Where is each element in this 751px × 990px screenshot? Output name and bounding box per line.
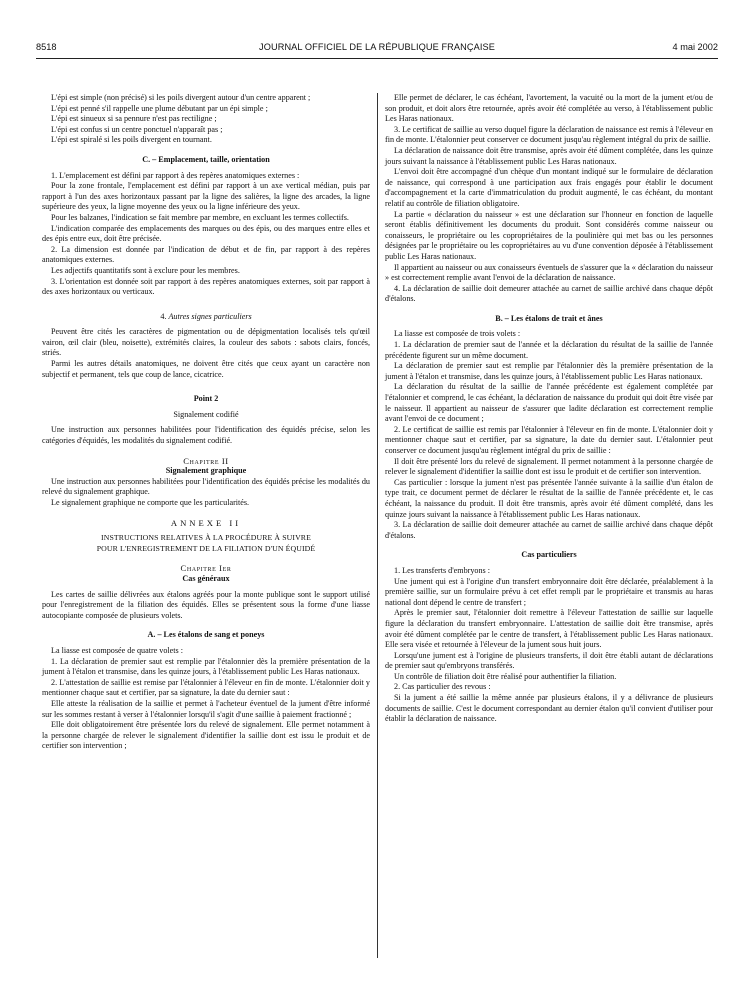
- paragraph: Cas particulier : lorsque la jument n'est pas présentée l'année suivante à la saillie d'un étalon de type trait, ce document permet de déclarer le résultat de la saillie de l'année précédente et, le cas échéant, la naissance du produit. Il doit être transmis, après avoir été dûment complété, dans les quinze jours suivant la naissance à l'établissement public Les Haras nationaux.: [385, 477, 713, 519]
- paragraph: 4. La déclaration de saillie doit demeurer attachée au carnet de saillie archivé dans chaque dépôt d'étalons.: [385, 283, 713, 304]
- paragraph: Les adjectifs quantitatifs sont à exclure pour les membres.: [51, 265, 240, 275]
- paragraph: 2. L'attestation de saillie est remise par l'étalonnier à l'éleveur en fin de monte. L'étalonnier doit y mentionner chaque saut et certifier, par sa signature, la date du dernier saut :: [42, 677, 370, 698]
- paragraph: Le signalement graphique ne comporte que les particularités.: [51, 498, 250, 507]
- paragraph: Elle doit obligatoirement être présentée lors du relevé de signalement. Elle permet notamment à la personne chargée de relever le signalement d'identifier la saillie dont est issu le produit et de certifier son intervention ;: [42, 720, 370, 751]
- subheading: Signalement codifié: [173, 409, 239, 419]
- paragraph: L'épi est spiralé si les poils divergent en tournant.: [51, 135, 212, 145]
- paragraph: L'épi est confus si un centre ponctuel n'apparaît pas ;: [51, 124, 223, 134]
- paragraph: L'envoi doit être accompagné d'un chèque d'un montant indiqué sur le formulaire de déclaration de naissance, qui correspond à une participation aux frais engagés pour établir le document d'accompagnement et la carte d'immatriculation du produit augmenté, le cas échéant, du montant relatif au contrôle de filiation obligatoire.: [385, 167, 713, 208]
- paragraph: 2. Cas particulier des revous :: [394, 682, 491, 692]
- heading-text: Autres signes particuliers: [168, 311, 252, 321]
- paragraph: 3. Le certificat de saillie au verso duquel figure la déclaration de naissance est remis à l'éleveur en fin de monte. L'étalonnier peut conserver ce document jusqu'au règlement intégral du prix de saillie.: [385, 124, 713, 145]
- heading-number: 4.: [160, 311, 169, 321]
- paragraph: 3. L'orientation est donnée soit par rapport à des repères anatomiques externes, soit par rapport à des axes horizontaux ou verticaux.: [42, 276, 370, 297]
- paragraph: Pour les balzanes, l'indication se fait membre par membre, en excluant les termes collectifs.: [51, 212, 349, 222]
- annex-title-line-1: INSTRUCTIONS RELATIVES À LA PROCÉDURE À SUIVRE: [101, 533, 311, 543]
- paragraph: Une jument qui est à l'origine d'un transfert embryonnaire doit être déclarée, préalablement à la première saillie, sur un formulaire prévu à cet effet rempli par le propriétaire et transmis au haras national dont dépend le centre de transfert ;: [385, 576, 713, 607]
- section-heading-c: C. – Emplacement, taille, orientation: [142, 154, 270, 164]
- section-heading-4: [42, 312, 370, 323]
- paragraph: 2. La dimension est donnée par l'indication de début et de fin, par rapport à des repères anatomiques externes.: [42, 244, 370, 265]
- paragraph: Peuvent être cités les caractères de pigmentation ou de dépigmentation localisés tels qu'œil vairon, œil clair (bleu, noisette), extrémités claires, la couleur des sabots : sabots clairs, foncés, striés.: [42, 327, 370, 358]
- paragraph: Si la jument a été saillie la même année par plusieurs étalons, il y a délivrance de plusieurs documents de saillie. C'est le document correspondant au dernier étalon qu'il convient d'utiliser pour établir la déclaration de naissance.: [385, 693, 713, 724]
- paragraph: La déclaration de premier saut est remplie par l'étalonnier dès la première présentation de la jument à l'étalon et transmise, dans les quinze jours, à l'établissement public Les Haras nationaux.: [385, 361, 713, 381]
- journal-title: JOURNAL OFFICIEL DE LA RÉPUBLIQUE FRANÇAISE: [259, 42, 495, 52]
- page-number: 8518: [36, 42, 57, 52]
- paragraph: La déclaration de naissance doit être transmise, après avoir été dûment complétée, dans les quinze jours suivant la naissance à l'établissement public Les Haras nationaux.: [385, 145, 713, 166]
- page-header: [36, 42, 718, 56]
- paragraph: 1. L'emplacement est défini par rapport à des repères anatomiques externes :: [51, 170, 300, 180]
- column-separator: [377, 93, 378, 958]
- paragraph: Elle permet de déclarer, le cas échéant, l'avortement, la vacuité ou la mort de la jument et/ou de son produit, et doit alors être retournée, après avoir été complétée au verso, à l'établissement public Les Haras nationaux.: [385, 93, 713, 124]
- annex-heading: ANNEXE II: [170, 517, 242, 528]
- chapter-title: Cas généraux: [182, 573, 230, 583]
- paragraph: L'indication comparée des emplacements des marques ou des épis, ou des marques entre elles et des épis entre eux, doit être précisée.: [42, 223, 370, 244]
- left-column: [42, 93, 370, 752]
- paragraph: L'épi est penné s'il rappelle une plume débutant par un épi simple ;: [51, 103, 268, 113]
- paragraph: 1. La déclaration de premier saut de l'année et la déclaration du résultat de la saillie de l'année précédente figurent sur un même document.: [385, 340, 713, 360]
- paragraph: Lorsqu'une jument est à l'origine de plusieurs transferts, il doit être établi autant de déclarations de premier saut qu'embryons transférés.: [385, 650, 713, 671]
- paragraph: Un contrôle de filiation doit être réalisé pour authentifier la filiation.: [394, 671, 617, 681]
- paragraph: Il doit être présenté lors du relevé de signalement. Il permet notamment à la personne chargée de relever le signalement d'identifier la saillie dont est issu le produit et de certifier son intervention.: [385, 456, 713, 477]
- paragraph: Après le premier saut, l'étalonnier doit remettre à l'éleveur l'attestation de saillie sur laquelle figure la déclaration du transfert embryonnaire. L'attestation de saillie doit être transmise, après avoir été dûment complétée par le centre de transfert, à l'établissement public Les Haras nationaux. Elle sera visée et retournée à l'éleveur de la jument sous huit jours.: [385, 608, 713, 650]
- header-rule: [36, 58, 718, 59]
- chapter-heading: Chapitre Ier: [180, 563, 232, 574]
- paragraph: Une instruction aux personnes habilitées pour l'identification des équidés précise, selon les catégories d'équidés, les modalités du signalement codifié.: [42, 425, 370, 446]
- paragraph: Les cartes de saillie délivrées aux étalons agréés pour la monte publique sont le support utilisé pour l'enregistrement de la filiation des équidés. Elles se présentent sous la forme d'une liasse autocopiante composée de plusieurs volets.: [42, 589, 370, 620]
- chapter-title: Signalement graphique: [165, 466, 247, 476]
- point-heading: Point 2: [193, 394, 219, 404]
- section-heading-cas-particuliers: Cas particuliers: [521, 550, 577, 560]
- section-heading-a: A. – Les étalons de sang et poneys: [147, 630, 265, 640]
- paragraph: L'épi est simple (non précisé) si les poils divergent autour d'un centre apparent ;: [51, 93, 311, 102]
- paragraph: Parmi les autres détails anatomiques, ne doivent être cités que ceux ayant un caractère non subjectif et permanent, tels que coup de lance, cicatrice.: [42, 359, 370, 379]
- paragraph: Il appartient au naisseur ou aux conaisseurs éventuels de s'assurer que la « déclaration du naisseur » est correctement remplie avant l'envoi de la déclaration de naissance.: [385, 262, 713, 283]
- paragraph: La partie « déclaration du naisseur » est une déclaration sur l'honneur en fonction de laquelle seront établis définitivement les documents du produit. Sont considérés comme naisseur ou conaisseurs, le propriétaire ou les copropriétaires de la poulinière qui met bas ou les personnes désignées par le propriétaire ou les copropriétaires au vu d'une convention déposée à l'établissement public Les Haras nationaux.: [385, 209, 713, 261]
- paragraph: 1. Les transferts d'embryons :: [394, 565, 491, 575]
- right-column: [385, 93, 713, 725]
- paragraph: La liasse est composée de quatre volets :: [51, 645, 183, 655]
- paragraph: L'épi est sinueux si sa pennure n'est pas rectiligne ;: [51, 114, 217, 124]
- paragraph: 2. Le certificat de saillie est remis par l'étalonnier à l'éleveur en fin de monte. L'étalonnier doit y mentionner chaque saut et certifier, par sa signature, la date du dernier saut. L'étalonnier peut conserver ce document jusqu'au règlement intégral du prix de saillie :: [385, 424, 713, 455]
- issue-date: 4 mai 2002: [672, 42, 718, 52]
- chapter-heading: Chapitre II: [183, 455, 229, 466]
- annex-title-line-2: POUR L'ENREGISTREMENT DE LA FILIATION D'UN ÉQUIDÉ: [96, 543, 316, 553]
- paragraph: 1. La déclaration de premier saut est remplie par l'étalonnier dès la première présentation de la jument à l'étalon et transmise, dans les quinze jours, à l'établissement public Les Haras nationaux.: [42, 656, 370, 677]
- paragraph: Pour la zone frontale, l'emplacement est défini par rapport à un axe vertical médian, puis par rapport à l'un des axes horizontaux passant par la ligne des salières, la ligne des arcades, la ligne supérieure des yeux, la ligne moyenne des yeux ou la ligne inférieure des yeux.: [42, 181, 370, 212]
- paragraph: La déclaration du résultat de la saillie de l'année précédente est également complétée par l'étalonnier et comprend, le cas échéant, la déclaration de naissance du produit qui doit être visée par le naisseur. Il appartient au naisseur de s'assurer que ladite déclaration est correctement remplie avant l'envoi de ce document ;: [385, 382, 713, 424]
- paragraph: Une instruction aux personnes habilitées pour l'identification des équidés précise les modalités du relevé du signalement graphique.: [42, 476, 370, 497]
- paragraph: La liasse est composée de trois volets :: [394, 329, 521, 339]
- paragraph: Elle atteste la réalisation de la saillie et permet à l'acheteur éventuel de la jument d'être informé sur les sommes restant à verser à l'étalonnier lorsqu'il s'agit d'une saillie à paiement fractionné ;: [42, 698, 370, 719]
- section-heading-b: B. – Les étalons de trait et ânes: [495, 313, 603, 323]
- paragraph: 3. La déclaration de saillie doit demeurer attachée au carnet de saillie archivé dans chaque dépôt d'étalons.: [385, 520, 713, 540]
